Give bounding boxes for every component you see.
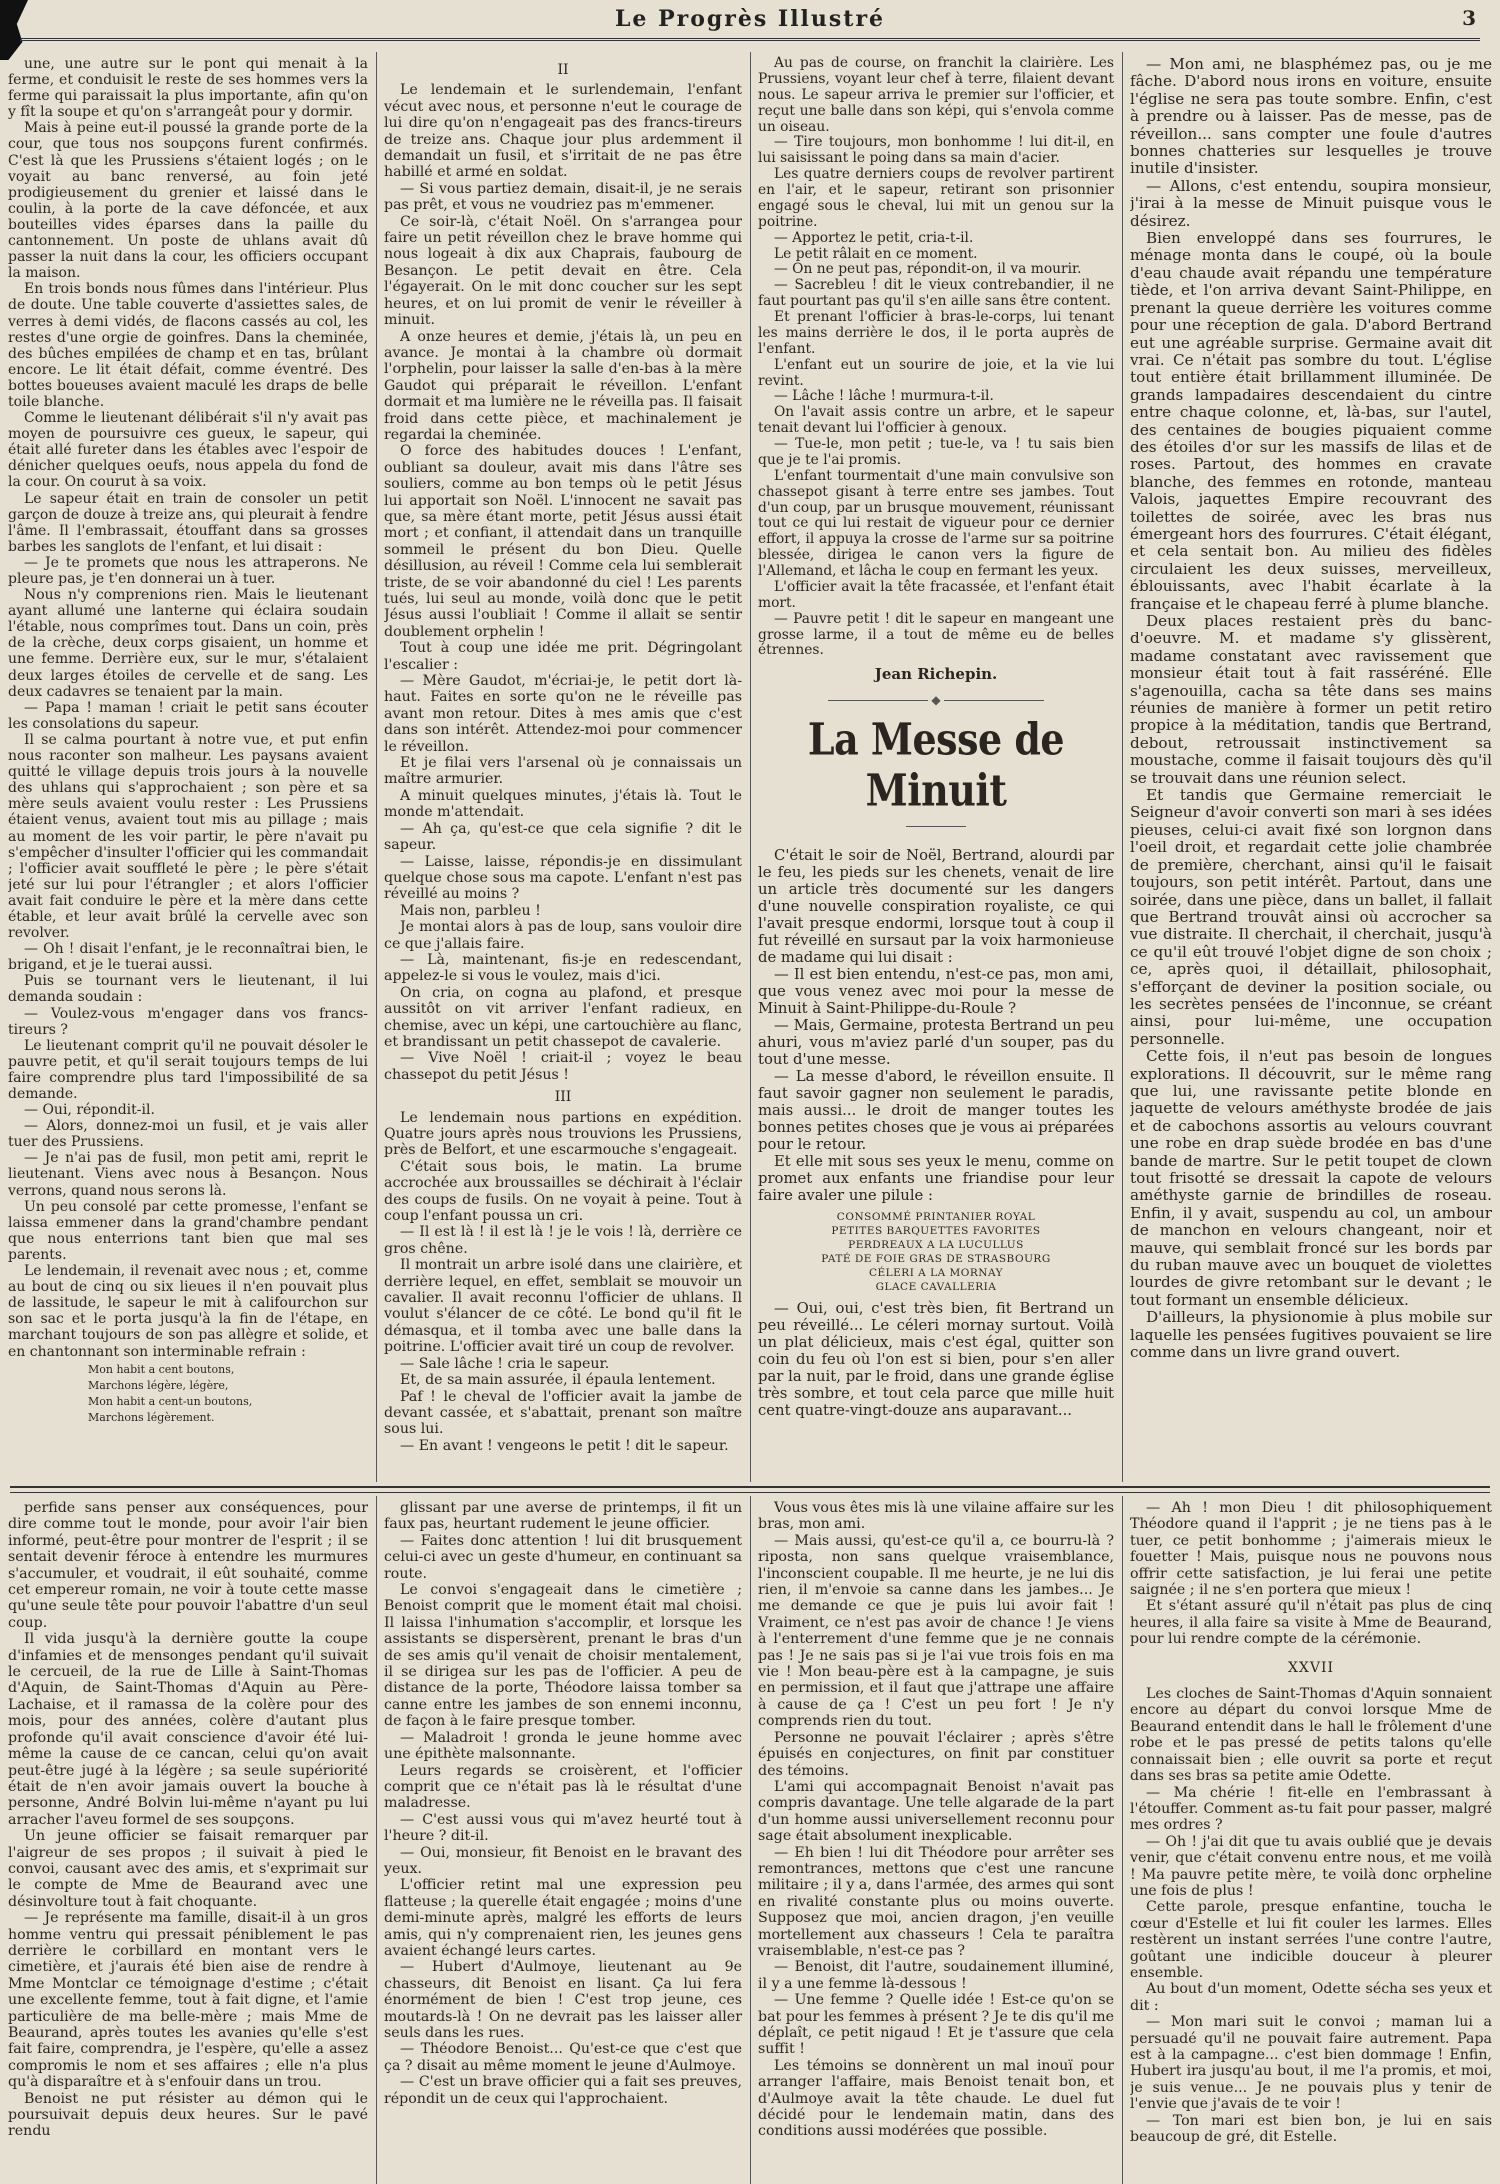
paragraph: glissant par une averse de printemps, il fit un faux pas, heurtant rudement le jeune officier. (384, 1500, 742, 1533)
paragraph: — C'est aussi vous qui m'avez heurté tout à l'heure ? dit-il. (384, 1811, 742, 1845)
masthead (20, 6, 1480, 41)
paragraph: Les cloches de Saint-Thomas d'Aquin sonnaient encore au départ du convoi lorsque Mme de Beaurand entendit dans le hall le frôlement d'une robe et le pas pressé de petits talons qu'elle connaissait bien ; elle ouvrit sa porte et reçut dans ses bras sa petite amie Odette. (1130, 1686, 1492, 1785)
paragraph: — Voulez-vous m'engager dans vos francs-tireurs ? (8, 1005, 368, 1038)
paragraph: En trois bonds nous fûmes dans l'intérieur. Plus de doute. Une table couverte d'assiettes sales, de verres à demi vidés, de flacons cassés au col, les restes d'une orgie de goinfres. Dans la cheminée, des bûches empilées de champ et en tas, brûlant encore. Le lit était défait, comme éventré. Des bottes boueuses avaient maculé les draps de belle toile blanche. (8, 281, 368, 410)
paragraph: Au bout d'un moment, Odette sécha ses yeux et dit : (1130, 1981, 1492, 2014)
column-rule (376, 1496, 377, 2184)
section-rule (10, 1486, 1490, 1493)
column-rule (1122, 52, 1123, 1482)
paragraph: A minuit quelques minutes, j'étais là. Tout le monde m'attendait. (384, 787, 742, 821)
paragraph: Puis se tournant vers le lieutenant, il lui demanda soudain : (8, 973, 368, 1006)
ornament-divider (758, 819, 1114, 835)
feuilleton-column-2 (384, 1500, 742, 2180)
paragraph: — Oh ! disait l'enfant, je le reconnaîtrai bien, le brigand, et je le tuerai aussi. (8, 941, 368, 974)
column-rule (750, 52, 751, 1482)
verse-line: Marchons légèrement. (88, 1410, 215, 1424)
paragraph: On l'avait assis contre un arbre, et le sapeur tenait devant lui l'officier à genoux. (758, 404, 1114, 437)
paragraph: Paf ! le cheval de l'officier avait la jambe de devant cassée, et s'abattait, prenant son maître sous lui. (384, 1388, 742, 1438)
paragraph: Et tandis que Germaine remerciait le Seigneur d'avoir converti son mari à ses idées pieuses, celui-ci avait fixé son lorgnon dans l'oeil droit, et regardait cette jolie chambrée de première, cherchant, ainsi qu'il le faisait toujours, son petit intérêt. Partout, dans une soirée, dans une pièce, dans un ballet, il fallait que Bertrand trouvât ainsi où accrocher sa vue distraite. Il cherchait, il cherchait, jusqu'à ce qu'il eût trouvé l'objet digne de son choix ; ce, après quoi, il détaillait, philosophait, s'efforçant de deviner la position sociale, ou les secrètes pensées de l'inconnue, se créant ainsi, pour lui-même, une occupation personnelle. (1130, 786, 1492, 1048)
paragraph: — Tue-le, mon petit ; tue-le, va ! tu sais bien que je te l'ai promis. (758, 436, 1114, 468)
paragraph: L'enfant eut un sourire de joie, et la vie lui revint. (758, 356, 1114, 389)
menu-item: PERDREAUX A LA LUCULLUS (848, 1239, 1024, 1252)
column-rule (750, 1496, 751, 2184)
paragraph: Leurs regards se croisèrent, et l'officier comprit que ce n'était pas là le résultat d'une maladresse. (384, 1762, 742, 1812)
newspaper-title: Le Progrès Illustré (614, 6, 886, 32)
paragraph: C'était sous bois, le matin. La brume accrochée aux broussailles se déchirait à l'éclair des coups de fusils. On ne voyait à peine. Tout à coup l'enfant poussa un cri. (384, 1158, 742, 1225)
paragraph: — Benoist, dit l'autre, soudainement illuminé, il y a une femme là-dessous ! (758, 1959, 1114, 1992)
paragraph: — Hubert d'Aulmoye, lieutenant au 9e chasseurs, dit Benoist en lisant. Ça lui fera énormément de bien ! C'est trop jeune, ces moutards-là ! On ne devrait pas les laisser aller seuls dans les rues. (384, 1959, 742, 2041)
paragraph: une, une autre sur le pont qui menait à la ferme, et conduisit le reste de ses hommes vers la ferme qui paraissait la plus importante, afin qu'on y fît la soupe et qu'on s'arrangeât pour y dormir. (8, 56, 368, 121)
paragraph: Vous vous êtes mis là une vilaine affaire sur les bras, mon ami. (758, 1500, 1114, 1533)
column-rule (1122, 1496, 1123, 2184)
paragraph: — Oui, répondit-il. (24, 1102, 155, 1119)
feuilleton-column-4 (1130, 1500, 1492, 2180)
paragraph: Le sapeur était en train de consoler un petit garçon de douze à treize ans, qui pleurait à fendre l'âme. Il l'embrassait, étouffant dans sa grosses barbes les sanglots de l'enfant, et lui disait : (8, 490, 368, 555)
paragraph: — Ah ! mon Dieu ! dit philosophiquement Théodore quand il l'apprit ; je ne tiens pas à le tuer, ce petit bonhomme ; j'aimerais mieux le fouetter ! Mais, puisque nous ne pouvons nous offrir cette satisfaction, je lui ferai une petite saignée ; il ne s'en portera que mieux ! (1130, 1500, 1492, 1599)
article-title: La Messe de Minuit (807, 713, 1065, 816)
paragraph: Le lendemain nous partions en expédition. Quatre jours après nous trouvions les Prussiens, près de Belfort, et une escarmouche s'engageait. (384, 1109, 742, 1159)
paragraph: — Il est bien entendu, n'est-ce pas, mon ami, que vous venez avec moi pour la messe de Minuit à Saint-Philippe-du-Roule ? (758, 965, 1114, 1018)
paragraph: O force des habitudes douces ! L'enfant, oubliant sa douleur, avait mis dans l'âtre ses souliers, comme au bon temps où le petit Jésus lui apportait son Noël. L'innocent ne savait pas que, sa mère étant morte, petit Jésus aussi était mort ; et confiant, il attendait dans un tranquille sommeil le présent du bon Dieu. Quelle désillusion, au réveil ! Comme cela lui semblerait triste, de se voir abandonné du ciel ! Les parents tués, lui seul au monde, voilà donc que le petit Jésus aussi l'oubliait ! Comme il allait se sentir doublement orphelin ! (384, 443, 742, 640)
paragraph: — Sale lâche ! cria le sapeur. (400, 1355, 610, 1372)
paragraph: — Papa ! maman ! criait le petit sans écouter les consolations du sapeur. (8, 699, 368, 732)
paragraph: On cria, on cogna au plafond, et presque aussitôt on vit arriver l'enfant radieux, en chemise, avec un képi, une cartouchière au flanc, et brandissant un petit chassepot de cavalerie. (384, 984, 742, 1050)
paragraph: — Laisse, laisse, répondis-je en dissimulant quelque chose sous ma capote. L'enfant n'est pas réveillé au moins ? (384, 853, 742, 903)
paragraph: — Une femme ? Quelle idée ! Est-ce qu'on se bat pour les femmes à présent ? Je te dis qu'il me déplaît, ce petit nigaud ! Et je t'assure que cela suffit ! (758, 1992, 1114, 2058)
paragraph: — Oui, oui, c'est très bien, fit Bertrand un peu réveillé... Le céleri mornay surtout. Voilà un plat délicieux, mais c'est égal, quitter son coin du feu où l'on est si bien, pour s'en aller par la nuit, par le froid, dans une grande église très sombre, et tout cela parce que mille huit cent quatre-vingt-douze ans auparavant... (758, 1300, 1114, 1420)
paragraph: — Mon ami, ne blasphémez pas, ou je me fâche. D'abord nous irons en voiture, ensuite l'église ne sera pas toute sombre. Enfin, c'est à prendre ou à laisser. Pas de messe, pas de réveillon... sans compter une foule d'autres bonnes chatteries sur lesquelles je trouve inutile d'insister. (1130, 56, 1492, 178)
paragraph: Les quatre derniers coups de revolver partirent en l'air, et le sapeur, retirant son prisonnier engagé sous le cheval, lui mit un genou sur la poitrine. (758, 166, 1114, 230)
paragraph: — Allons, c'est entendu, soupira monsieur, j'irai à la messe de Minuit puisque vous le désirez. (1130, 176, 1492, 230)
paragraph: — En avant ! vengeons le petit ! dit le sapeur. (400, 1437, 729, 1454)
paragraph: Le lendemain et le surlendemain, l'enfant vécut avec nous, et personne n'eut le courage de lui dire qu'on n'engageait pas des francs-tireurs de treize ans. Chaque jour plus ardemment il demandait un fusil, et s'irritait de ne pas être habillé et armé en soldat. (384, 82, 742, 181)
menu-item: PATÉ DE FOIE GRAS DE STRASBOURG (821, 1253, 1051, 1266)
paragraph: Il vida jusqu'à la dernière goutte la coupe d'infamies et de mensonges pendant qu'il suivait le cercueil, de la rue de Lille à Saint-Thomas d'Aquin, de Saint-Thomas d'Aquin au Père-Lachaise, et il ramassa de la colère pour des mois, pour des années, colère d'autant plus profonde qu'il avait conscience d'avoir été lui-même la cause de ce cancan, celui qu'on avait peut-être jugé à la légère ; sa seule supériorité était de n'en avoir jamais ouvert la bouche à personne, André Bolvin lui-même n'ayant pu lui arracher l'aveu formel de ses soupçons. (8, 1631, 368, 1828)
paragraph: — Théodore Benoist... Qu'est-ce que c'est que ça ? disait au même moment le jeune d'Aulmoye. (384, 2041, 742, 2074)
paragraph: — On ne peut pas, répondit-on, il va mourir. (774, 261, 1082, 278)
menu-list (758, 1210, 1114, 1294)
paragraph: Tout à coup une idée me prit. Dégringolant l'escalier : (384, 640, 742, 673)
paragraph: — Je te promets que nous les attraperons. Ne pleure pas, je t'en donnerai un à tuer. (8, 554, 368, 587)
paragraph: Et s'étant assuré qu'il n'était pas plus de cinq heures, il alla faire sa visite à Mme de Beaurand, pour lui rendre compte de la cérémonie. (1130, 1598, 1492, 1648)
paragraph: — C'est un brave officier qui a fait ses preuves, répondit un de ceux qui l'approchaient. (384, 2074, 742, 2107)
paragraph: Bien enveloppé dans ses fourrures, le ménage monta dans le coupé, où la boule d'eau chaude avait répandu une température tiède, et l'on arriva devant Saint-Philippe, en prenant la queue derrière les voitures comme pour une réception de gala. D'abord Bertrand eut une agréable surprise. Germaine avait dit vrai. Ce n'était pas sombre du tout. L'église tout entière était brillamment illuminée. De grands lampadaires descendaient du cintre entre chaque colonne, et, là-bas, sur l'autel, des centaines de bougies piquaient comme des étoiles d'or sur les massifs de lilas et de roses. Partout, des hommes en cravate blanche, des femmes en rotonde, manteau Valois, jaquettes Empire recouvrant des toilettes de soirée, avec les bras nus émergeant hors des fourrures. C'était élégant, et cela sentait bon. Au milieu des fidèles circulaient les deux suisses, merveilleux, éblouissants, avec l'habit écarlate à la française et le chapeau ferré à plume blanche. (1130, 229, 1492, 613)
verse-line: Marchons légère, légère, (88, 1378, 229, 1392)
paragraph: Comme le lieutenant délibérait s'il n'y avait pas moyen de poursuivre ces gueux, le sapeur, qui était allé fureter dans les étables avec l'espoir de dénicher quelques oeufs, nous appela du fond de la cour. On courut à sa voix. (8, 410, 368, 491)
paragraph: — Faites donc attention ! lui dit brusquement celui-ci avec un geste d'humeur, en continuant sa route. (384, 1532, 742, 1582)
paragraph: Deux places restaient près du banc-d'oeuvre. M. et madame s'y glissèrent, madame constatant avec ravissement que monsieur était tout à fait rasséréné. Elle s'agenouilla, cacha sa tête dans ses mains réunies de manière à former un petit retiro propice à la méditation, tandis que Bertrand, debout, retroussait instinctivement sa moustache, comme il faisait toujours dès qu'il se trouvait dans une réunion select. (1130, 612, 1492, 787)
page-number: 3 (1462, 6, 1476, 30)
author-signature: Jean Richepin. (874, 665, 998, 684)
paragraph: — Oui, monsieur, fit Benoist en le bravant des yeux. (384, 1844, 742, 1877)
menu-item: PETITES BARQUETTES FAVORITES (831, 1225, 1041, 1238)
paragraph: D'ailleurs, la physionomie à plus mobile sur laquelle les pensées fugitives pouvaient se lire comme dans un livre grand ouvert. (1130, 1308, 1492, 1362)
paragraph: Et elle mit sous ses yeux le menu, comme on promet aux enfants une friandise pour leur faire avaler une pilule : (758, 1153, 1114, 1205)
paragraph: — Vive Noël ! criait-il ; voyez le beau chassepot du petit Jésus ! (384, 1050, 742, 1083)
column-3 (758, 56, 1114, 1482)
paragraph: Je montai alors à pas de loup, sans vouloir dire ce que j'allais faire. (384, 919, 742, 952)
paragraph: Et prenant l'officier à bras-le-corps, lui tenant les mains derrière le dos, il le porta auprès de l'enfant. (758, 309, 1114, 357)
paragraph: Ce soir-là, c'était Noël. On s'arrangea pour faire un petit réveillon chez le brave homme qui nous logeait à dix aux Chaprais, faubourg de Besançon. Le petit devait en être. Cela l'égayerait. On le mit donc coucher sur les sept heures, et on lui promit de venir le réveiller à minuit. (384, 213, 742, 329)
verse-line: Mon habit a cent boutons, (88, 1362, 235, 1376)
paragraph: — Ma chérie ! fit-elle en l'embrassant à l'étouffer. Comment as-tu fait pour passer, malgré mes ordres ? (1130, 1784, 1492, 1834)
column-rule (376, 52, 377, 1482)
paragraph: — Il est là ! il est là ! je le vois ! là, derrière ce gros chêne. (384, 1224, 742, 1257)
column-4 (1130, 56, 1492, 1482)
paragraph: — Apportez le petit, cria-t-il. (774, 229, 974, 246)
column-1 (8, 56, 368, 1482)
paragraph: Benoist ne put résister au démon qui le poursuivait depuis deux heures. Sur le pavé rendu (8, 2090, 368, 2140)
paragraph: — Mère Gaudot, m'écriai-je, le petit dort là-haut. Faites en sorte qu'on ne le réveille pas avant mon retour. Dites à mes amis que c'est dans son intérêt. Attendez-moi pour commencer le réveillon. (384, 673, 742, 755)
paragraph: — Lâche ! lâche ! murmura-t-il. (774, 388, 994, 405)
paragraph: Mais non, parbleu ! (400, 902, 541, 919)
feuilleton-column-1 (8, 1500, 368, 2180)
menu-item: CONSOMMÉ PRINTANIER ROYAL (836, 1211, 1036, 1224)
paragraph: — Mais, Germaine, protesta Bertrand un peu ahuri, vous m'aviez parlé d'un souper, pas du tout d'une messe. (758, 1017, 1114, 1069)
paragraph: — Pauvre petit ! dit le sapeur en mangeant une grosse larme, il a tout de même eu de belles étrennes. (758, 610, 1114, 659)
paragraph: — Je représente ma famille, disait-il à un gros homme ventru qui pressait péniblement le pas derrière le corbillard en montant vers le cimetière, et j'aurais été bien aise de rendre à Mme Montclar ce témoignage d'estime ; c'était une excellente femme, tout à fait digne, et l'amie particulière de ma belle-mère ; mais Mme de Beaurand, après toutes les avanies qu'elle s'est fait faire, comprendra, je l'espère, qu'elle a assez compromis le nom et ses affaires ; elle n'a plus qu'à disparaître et à s'enfouir dans un trou. (8, 1910, 368, 2091)
section-heading: II (557, 62, 569, 78)
paragraph: Le lieutenant comprit qu'il ne pouvait désoler le pauvre petit, et qu'il serait toujours temps de lui faire comprendre plus tard l'impossibilité de sa demande. (8, 1037, 368, 1102)
paragraph: — Si vous partiez demain, disait-il, je ne serais pas prêt, et vous ne voudriez pas m'emmener. (384, 180, 742, 214)
paragraph: — Mais aussi, qu'est-ce qu'il a, ce bourru-là ? riposta, non sans quelque vraisemblance, l'inconscient coupable. Il me heurte, je ne lui dis rien, il m'envoie sa canne dans les jambes... Je me demande ce que je puis lui avoir fait ! Vraiment, ce n'est pas avoir de chance ! Je viens à l'enterrement d'une femme que je ne connais pas ! Je ne sais pas si je l'ai vue trois fois en ma vie ! Mon beau-père est à la campagne, je suis en permission, et il faut que j'attrape une affaire à cause de ça ! C'est un peu fort ! Je n'y comprends rien du tout. (758, 1532, 1114, 1730)
paragraph: — Mon mari suit le convoi ; maman lui a persuadé qu'il ne pouvait faire autrement. Papa est à la campagne... c'est bien dommage ! Enfin, Hubert ira jusqu'au bout, il me l'a promis, et moi, je suis venue... Je ne pouvais plus y tenir de l'envie que j'avais de te voir ! (1130, 2014, 1492, 2113)
paragraph: Au pas de course, on franchit la clairière. Les Prussiens, voyant leur chef à terre, filaient devant nous. Le sapeur arriva le premier sur l'officier, et reçut une balle dans son képi, qui s'envola comme un oiseau. (758, 56, 1114, 135)
paragraph: — Eh bien ! lui dit Théodore pour arrêter ses remontrances, mettons que c'est une rancune militaire ; il y a, dans l'armée, des armes qui sont en rivalité constante plus ou moins ouverte. Supposez que moi, ancien dragon, j'en veuille mortellement aux chasseurs ! Cela te paraîtra vraisemblable, n'est-ce pas ? (758, 1844, 1114, 1959)
paragraph: — Ton mari est bien bon, je lui en sais beaucoup de gré, dit Estelle. (1130, 2112, 1492, 2146)
paragraph: — Ah ça, qu'est-ce que cela signifie ? dit le sapeur. (384, 820, 742, 854)
paragraph: L'officier retint mal une expression peu flatteuse ; la querelle était engagée ; moins d'une demi-minute après, malgré les efforts de leurs amis, qui n'y comprenaient rien, les jeunes gens avaient échangé leurs cartes. (384, 1877, 742, 1959)
menu-item: CÉLERI A LA MORNAY (868, 1267, 1004, 1280)
paragraph: perfide sans penser aux conséquences, pour dire comme tout le monde, pour avoir l'air bien informé, peut-être pour montrer de l'esprit ; il se sentait devenir féroce à entendre les murmures s'accumuler, et voudrait, il eût souhaité, comme cet empereur romain, ne voir à toute cette masse qu'une seule tête pour pouvoir l'abattre d'un seul coup. (8, 1500, 368, 1631)
paragraph: Il se calma pourtant à notre vue, et put enfin nous raconter son malheur. Les paysans avaient quitté le village depuis trois jours à la nouvelle des uhlans qui s'approchaient ; son père et sa mère seuls avaient voulu rester : Les Prussiens étaient venus, avaient tout mis au pillage ; mais au moment de les voir partir, le père n'avait pu s'empêcher d'insulter l'officier qui les commandait ; l'officier avait souffleté le père ; le père s'était jeté sur lui pour l'étrangler ; et alors l'officier avait fait conduire le père et la mère dans cette étable, et leur avait brûlé la cervelle avec son revolver. (8, 731, 368, 942)
paragraph: Le lendemain, il revenait avec nous ; et, comme au bout de cinq ou six lieues il n'en pouvait plus de lassitude, le sapeur le mit à califourchon sur son sac et le porta jusqu'à la fin de l'étape, en marchant toujours de son pas allègre et solide, et en chantonnant son interminable refrain : (8, 1263, 368, 1360)
paragraph: — Oh ! j'ai dit que tu avais oublié que je devais venir, que c'était convenu entre nous, et me voilà ! Ma pauvre petite mère, te voilà donc orpheline une fois de plus ! (1130, 1833, 1492, 1899)
section-heading: III (554, 1089, 572, 1106)
column-2 (384, 56, 742, 1482)
paragraph: — Alors, donnez-moi un fusil, et je vais aller tuer des Prussiens. (8, 1118, 368, 1151)
paragraph: L'enfant tourmentait d'une main convulsive son chassepot gisant à terre entre ses jambes. Tout d'un coup, par un brusque mouvement, réunissant tout ce qui lui restait de vigueur pour ce dernier effort, il appuya la crosse de l'arme sur sa poitrine blessée, dirigea le canon vers la figure de l'Allemand, et lâcha le coup en fermant les yeux. (758, 467, 1114, 579)
paragraph: — La messe d'abord, le réveillon ensuite. Il faut savoir gagner non seulement le paradis, mais aussi... le droit de manger toutes les bonnes petites choses que je vous ai préparées pour le retour. (758, 1068, 1114, 1154)
paragraph: Cette fois, il n'eut pas besoin de longues explorations. Il découvrit, sur le même rang que lui, une ravissante petite blonde en jaquette de velours améthyste brodée de jais et de cabochons assortis au velours couvrant une robe en drap suède brodée en bas d'une bande de martre. Sur le petit toupet de clown tout frisotté se dressait la capote de velours améthyste garnie de brindilles de roseau. Enfin, il y avait, suspendu au col, un ambour de manchon en velours changeant, noir et mauve, qui semblait froncé sur les bords par du ruban mauve avec un bouquet de violettes lourdes de givre retombant sur le devant ; le tout formant un ensemble délicieux. (1130, 1047, 1492, 1309)
feuilleton-column-3 (758, 1500, 1114, 2180)
paragraph: Un peu consolé par cette promesse, l'enfant se laissa emmener dans la grand'chambre pendant que nous enterrions tant bien que mal ses parents. (8, 1198, 368, 1263)
paragraph: — Tire toujours, mon bonhomme ! lui dit-il, en lui saisissant le poing dans sa main d'acier. (758, 134, 1114, 167)
paragraph: Le convoi s'engageait dans le cimetière ; Benoist comprit que le moment était mal choisi. Il laissa l'inhumation s'accomplir, et lorsque les assistants se dispersèrent, prenant le bras d'un de ses amis qu'il venait de choisir mentalement, il se dirigea sur les pas de l'officier. A peu de distance de la porte, Théodore laissa tomber sa canne entre les jambes de son ennemi inconnu, de façon à le faire presque tomber. (384, 1582, 742, 1730)
paragraph: Un jeune officier se faisait remarquer par l'aigreur de ses propos ; il suivait à pied le convoi, causant avec des amis, et s'exprimait sur le compte de Mme de Beaurand avec une désinvolture tout à fait choquante. (8, 1828, 368, 1910)
article-body (758, 847, 1114, 1419)
paragraph: L'ami qui accompagnait Benoist n'avait pas compris davantage. Une telle algarade de la part d'un homme aussi universellement reconnu pour sage était absolument inexplicable. (758, 1778, 1114, 1845)
paragraph: — Sacrebleu ! dit le vieux contrebandier, il ne faut pourtant pas qu'il s'en aille sans être content. (758, 277, 1114, 310)
paragraph: Et je filai vers l'arsenal où je connaissais un maître armurier. (384, 755, 742, 788)
paragraph: Le petit râlait en ce moment. (774, 245, 978, 262)
menu-item: GLACE CAVALLERIA (875, 1281, 997, 1294)
paragraph: Mais à peine eut-il poussé la grande porte de la cour, que tous nos soupçons furent confirmés. C'est là que les Prussiens s'étaient logés ; on le voyait au banc renversé, au foin jeté prodigieusement du grenier et laissé dans le coulin, à la porte de la cave défoncée, et aux bouteilles vides éparses dans la paille du cantonnement. Un poste de uhlans avait dû passer la nuit dans la cour, les officiers occupant la maison. (8, 120, 368, 282)
paragraph: Cette parole, presque enfantine, toucha le cœur d'Estelle et lui fit couler les larmes. Elles restèrent un instant serrées l'une contre l'autre, goûtant une indicible douceur à pleurer ensemble. (1130, 1899, 1492, 1981)
ornament-divider: ◆ (758, 693, 1114, 709)
verse-line: Mon habit a cent-un boutons, (88, 1394, 253, 1408)
paragraph: Il montrait un arbre isolé dans une clairière, et derrière lequel, en effet, semblait se mouvoir un cavalier. Il avait reconnu l'officier de uhlans. Il voulut s'élancer de ce côté. Le bond qu'il fit le démasqua, et il tomba avec une balle dans la poitrine. L'officier avait tiré un coup de revolver. (384, 1257, 742, 1356)
paragraph: — Là, maintenant, fis-je en redescendant, appelez-le si vous le voulez, mais d'ici. (384, 951, 742, 985)
paragraph: A onze heures et demie, j'étais là, un peu en avance. Je montai à la chambre où dormait l'orphelin, pour laisser la salle d'en-bas à la mère Gaudot qui préparait le réveillon. L'enfant dormait et ma lumière ne le réveilla pas. Il faisait froid dans cette pièce, et machinalement je regardai la cheminée. (384, 328, 742, 443)
paragraph: L'officier avait la tête fracassée, et l'enfant était mort. (758, 578, 1114, 611)
paragraph: Les témoins se donnèrent un mal inouï pour arranger l'affaire, mais Benoist tenait bon, et d'Aulmoye avait la tête chaude. Le duel fut décidé pour le lendemain matin, dans des conditions aussi modérées que possible. (758, 2057, 1114, 2140)
chapter-number: XXVII (1287, 1659, 1335, 1676)
paragraph: — Maladroit ! gronda le jeune homme avec une épithète malsonnante. (384, 1729, 742, 1763)
paragraph: Personne ne pouvait l'éclairer ; après s'être épuisés en conjectures, on finit par constituer des témoins. (758, 1729, 1114, 1779)
paragraph: Et, de sa main assurée, il épaula lentement. (400, 1372, 716, 1389)
paragraph: — Je n'ai pas de fusil, mon petit ami, reprit le lieutenant. Viens avec nous à Besançon. Nous verrons, quand nous serons là. (8, 1150, 368, 1199)
paragraph: Nous n'y comprenions rien. Mais le lieutenant ayant allumé une lanterne qui éclaira soudain l'étable, nous comprîmes tout. Dans un coin, près de la crèche, deux corps gisaient, un homme et une femme. Derrière eux, sur le mur, s'étalaient deux larges étoiles de cervelle et de sang. Les deux cadavres se tenaient par la main. (8, 587, 368, 700)
paragraph: C'était le soir de Noël, Bertrand, alourdi par le feu, les pieds sur les chenets, venait de lire un article très documenté sur les dangers d'une nouvelle conspiration royaliste, ce qui l'avait presque endormi, lorsque tout à coup il fut réveillé en sursaut par la voix harmonieuse de madame qui lui disait : (758, 846, 1114, 966)
